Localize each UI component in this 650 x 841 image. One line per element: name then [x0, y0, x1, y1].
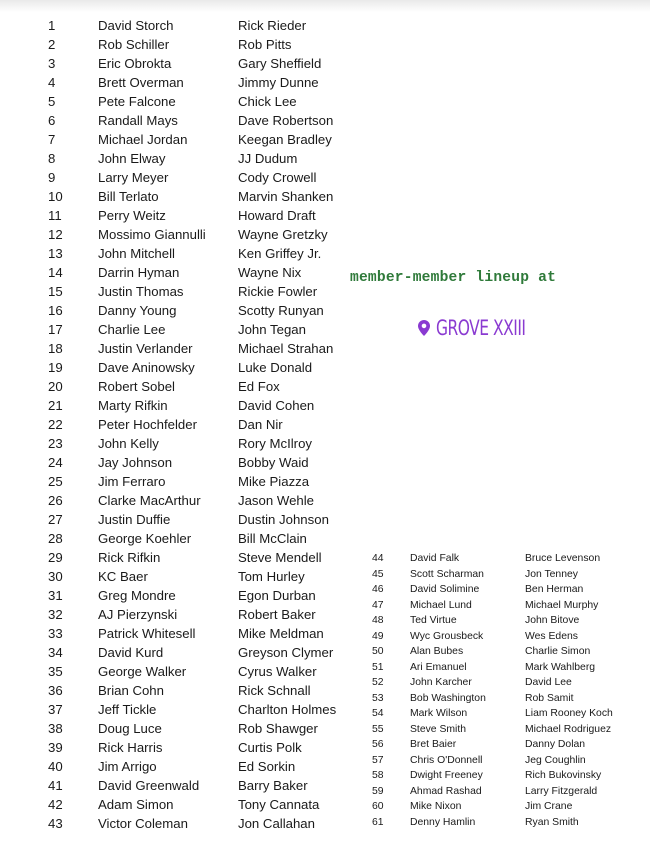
- member-name: Darrin Hyman: [98, 265, 180, 280]
- member-name: Larry Meyer: [98, 170, 169, 185]
- pairing-number: 27: [48, 512, 63, 527]
- partner-name: Michael Strahan: [238, 341, 334, 356]
- pairing-number: 28: [48, 531, 63, 546]
- partner-name: Jon Tenney: [525, 568, 578, 580]
- partner-name: Chick Lee: [238, 94, 297, 109]
- pairing-number: 14: [48, 265, 63, 280]
- lineup-row: [48, 434, 358, 453]
- member-name: Brian Cohn: [98, 683, 164, 698]
- member-name: Adam Simon: [98, 797, 174, 812]
- pairing-number: 11: [48, 208, 62, 223]
- member-name: Jim Arrigo: [98, 759, 157, 774]
- pairing-number: 48: [372, 615, 384, 626]
- partner-name: Ryan Smith: [525, 816, 579, 828]
- pairing-number: 16: [48, 303, 63, 318]
- partner-name: Gary Sheffield: [238, 56, 322, 71]
- lineup-row: [48, 282, 358, 301]
- pairing-number: 36: [48, 683, 63, 698]
- partner-name: Rob Samit: [525, 692, 574, 704]
- partner-name: Jim Crane: [525, 801, 573, 812]
- member-name: Marty Rifkin: [98, 398, 168, 413]
- member-name: Mark Wilson: [410, 708, 468, 719]
- partner-name: John Tegan: [238, 322, 306, 337]
- partner-name: Wes Edens: [525, 630, 578, 642]
- member-name: Greg Mondre: [98, 588, 176, 603]
- lineup-list-right: [372, 551, 642, 830]
- lineup-row: [48, 187, 358, 206]
- partner-name: Wayne Nix: [238, 265, 302, 280]
- lineup-row: [48, 206, 358, 225]
- lineup-row: [372, 722, 642, 738]
- member-name: David Solimine: [410, 584, 480, 595]
- pairing-number: 30: [48, 569, 63, 584]
- partner-name: Tony Cannata: [238, 797, 320, 812]
- partner-name: John Bitove: [525, 615, 580, 626]
- lineup-row: [48, 54, 358, 73]
- lineup-row: [48, 681, 358, 700]
- member-name: Ari Emanuel: [410, 661, 467, 673]
- lineup-row: [48, 16, 358, 35]
- member-name: Justin Verlander: [98, 341, 193, 356]
- member-name: KC Baer: [98, 569, 148, 584]
- partner-name: Charlie Simon: [525, 646, 591, 657]
- partner-name: Keegan Bradley: [238, 132, 332, 147]
- member-name: Justin Duffie: [98, 512, 171, 527]
- member-name: Mossimo Giannulli: [98, 227, 206, 242]
- member-name: David Kurd: [98, 645, 164, 660]
- lineup-row: [48, 244, 358, 263]
- lineup-row: [48, 149, 358, 168]
- partner-name: Tom Hurley: [238, 569, 305, 584]
- member-name: Jeff Tickle: [98, 702, 157, 717]
- partner-name: Charlton Holmes: [238, 702, 337, 717]
- pairing-number: 17: [48, 322, 63, 337]
- member-name: Dave Aninowsky: [98, 360, 195, 375]
- member-name: Michael Jordan: [98, 132, 188, 147]
- member-name: Patrick Whitesell: [98, 626, 196, 641]
- pairing-number: 43: [48, 816, 63, 831]
- lineup-row: [372, 660, 642, 676]
- pairing-number: 54: [372, 708, 384, 719]
- member-name: John Elway: [98, 151, 166, 166]
- lineup-row: [48, 776, 358, 795]
- lineup-row: [48, 510, 358, 529]
- partner-name: Howard Draft: [238, 208, 316, 223]
- partner-name: Rick Rieder: [238, 18, 307, 33]
- pairing-number: 31: [48, 588, 63, 603]
- pairing-number: 60: [372, 801, 384, 812]
- partner-name: Mike Piazza: [238, 474, 310, 489]
- lineup-row: [48, 168, 358, 187]
- pairing-number: 2: [48, 37, 56, 52]
- pairing-number: 45: [372, 568, 384, 580]
- lineup-row: [372, 613, 642, 629]
- partner-name: Cody Crowell: [238, 170, 317, 185]
- lineup-row: [48, 567, 358, 586]
- lineup-row: [372, 582, 642, 598]
- partner-name: Bruce Levenson: [525, 553, 601, 564]
- pairing-number: 35: [48, 664, 63, 679]
- pairing-number: 4: [48, 75, 56, 90]
- partner-name: Larry Fitzgerald: [525, 785, 598, 797]
- partner-name: Mark Wahlberg: [525, 661, 596, 673]
- partner-name: Liam Rooney Koch: [525, 708, 613, 719]
- partner-name: Steve Mendell: [238, 550, 322, 565]
- partner-name: Cyrus Walker: [238, 664, 317, 679]
- pairing-number: 38: [48, 721, 63, 736]
- location-tag[interactable]: [418, 314, 545, 342]
- lineup-row: [48, 472, 358, 491]
- partner-name: Michael Murphy: [525, 599, 599, 611]
- partner-name: Wayne Gretzky: [238, 227, 328, 242]
- member-name: Scott Scharman: [410, 568, 484, 580]
- member-name: Chris O'Donnell: [410, 754, 483, 766]
- pairing-number: 61: [372, 816, 384, 828]
- member-name: Alan Bubes: [410, 646, 464, 657]
- partner-name: JJ Dudum: [238, 151, 298, 166]
- lineup-row: [48, 396, 358, 415]
- pairing-number: 40: [48, 759, 63, 774]
- pairing-number: 1: [48, 18, 56, 33]
- lineup-row: [372, 815, 642, 831]
- pairing-number: 3: [48, 56, 56, 71]
- pairing-number: 24: [48, 455, 63, 470]
- lineup-row: [48, 662, 358, 681]
- partner-name: Scotty Runyan: [238, 303, 324, 318]
- pairing-number: 23: [48, 436, 63, 451]
- pairing-number: 8: [48, 151, 56, 166]
- member-name: George Koehler: [98, 531, 192, 546]
- pairing-number: 57: [372, 754, 384, 766]
- pairing-number: 29: [48, 550, 63, 565]
- partner-name: Ken Griffey Jr.: [238, 246, 322, 261]
- lineup-row: [48, 377, 358, 396]
- location-pin-icon: [418, 320, 430, 336]
- pairing-number: 12: [48, 227, 63, 242]
- member-name: Pete Falcone: [98, 94, 176, 109]
- lineup-row: [48, 339, 358, 358]
- pairing-number: 37: [48, 702, 63, 717]
- pairing-number: 5: [48, 94, 56, 109]
- lineup-row: [48, 586, 358, 605]
- pairing-number: 56: [372, 739, 384, 750]
- lineup-row: [372, 644, 642, 660]
- pairing-number: 44: [372, 553, 384, 564]
- lineup-row: [372, 753, 642, 769]
- partner-name: Bobby Waid: [238, 455, 309, 470]
- lineup-row: [48, 453, 358, 472]
- pairing-number: 20: [48, 379, 63, 394]
- lineup-row: [372, 691, 642, 707]
- pairing-number: 33: [48, 626, 63, 641]
- partner-name: Dan Nir: [238, 417, 283, 432]
- pairing-number: 34: [48, 645, 63, 660]
- member-name: Peter Hochfelder: [98, 417, 197, 432]
- pairing-number: 51: [372, 661, 384, 673]
- member-name: Denny Hamlin: [410, 816, 476, 828]
- member-name: Doug Luce: [98, 721, 162, 736]
- member-name: Steve Smith: [410, 723, 467, 735]
- pairing-number: 55: [372, 723, 384, 735]
- pairing-number: 15: [48, 284, 63, 299]
- pairing-number: 26: [48, 493, 63, 508]
- lineup-row: [48, 320, 358, 339]
- lineup-row: [48, 491, 358, 510]
- lineup-row: [372, 629, 642, 645]
- lineup-row: [372, 706, 642, 722]
- lineup-row: [48, 73, 358, 92]
- pairing-number: 41: [48, 778, 63, 793]
- lineup-row: [48, 643, 358, 662]
- lineup-row: [372, 737, 642, 753]
- pairing-number: 19: [48, 360, 63, 375]
- partner-name: Danny Dolan: [525, 739, 586, 750]
- pairing-number: 32: [48, 607, 63, 622]
- partner-name: Rich Bukovinsky: [525, 770, 602, 781]
- member-name: Rick Harris: [98, 740, 163, 755]
- partner-name: Dustin Johnson: [238, 512, 329, 527]
- member-name: Perry Weitz: [98, 208, 166, 223]
- member-name: Ted Virtue: [410, 615, 457, 626]
- partner-name: Rory McIlroy: [238, 436, 312, 451]
- pairing-number: 58: [372, 770, 384, 781]
- pairing-number: 42: [48, 797, 63, 812]
- lineup-row: [372, 768, 642, 784]
- top-edge: [0, 0, 650, 12]
- partner-name: Jeg Coughlin: [525, 754, 586, 766]
- lineup-row: [372, 784, 642, 800]
- pairing-number: 52: [372, 677, 384, 688]
- lineup-row: [48, 624, 358, 643]
- partner-name: Egon Durban: [238, 588, 316, 603]
- member-name: Rick Rifkin: [98, 550, 161, 565]
- lineup-row: [372, 551, 642, 567]
- member-name: Justin Thomas: [98, 284, 184, 299]
- partner-name: Rob Pitts: [238, 37, 292, 52]
- pairing-number: 9: [48, 170, 56, 185]
- partner-name: Rick Schnall: [238, 683, 311, 698]
- partner-name: Marvin Shanken: [238, 189, 334, 204]
- pairing-number: 53: [372, 692, 384, 704]
- pairing-number: 25: [48, 474, 63, 489]
- lineup-row: [48, 130, 358, 149]
- lineup-row: [48, 757, 358, 776]
- member-name: Mike Nixon: [410, 801, 462, 812]
- lineup-row: [48, 814, 358, 833]
- pairing-number: 13: [48, 246, 63, 261]
- lineup-list-left: [48, 16, 358, 833]
- partner-name: Greyson Clymer: [238, 645, 334, 660]
- lineup-row: [48, 92, 358, 111]
- lineup-row: [48, 358, 358, 377]
- lineup-row: [48, 719, 358, 738]
- lineup-row: [48, 263, 358, 282]
- member-name: Jay Johnson: [98, 455, 173, 470]
- partner-name: Michael Rodriguez: [525, 723, 612, 735]
- member-name: Rob Schiller: [98, 37, 170, 52]
- member-name: George Walker: [98, 664, 187, 679]
- partner-name: Jon Callahan: [238, 816, 315, 831]
- lineup-row: [48, 35, 358, 54]
- pairing-number: 59: [372, 785, 384, 797]
- member-name: Jim Ferraro: [98, 474, 166, 489]
- member-name: Danny Young: [98, 303, 177, 318]
- partner-name: Ben Herman: [525, 584, 584, 595]
- pairing-number: 39: [48, 740, 63, 755]
- partner-name: Dave Robertson: [238, 113, 334, 128]
- partner-name: Mike Meldman: [238, 626, 324, 641]
- partner-name: Jason Wehle: [238, 493, 314, 508]
- partner-name: David Lee: [525, 677, 572, 688]
- lineup-row: [48, 225, 358, 244]
- lineup-row: [48, 605, 358, 624]
- member-name: Bill Terlato: [98, 189, 159, 204]
- member-name: Clarke MacArthur: [98, 493, 201, 508]
- member-name: Randall Mays: [98, 113, 178, 128]
- member-name: Michael Lund: [410, 599, 472, 611]
- member-name: Bret Baier: [410, 739, 457, 750]
- pairing-number: 21: [48, 398, 63, 413]
- partner-name: Rickie Fowler: [238, 284, 318, 299]
- member-name: David Storch: [98, 18, 174, 33]
- pairing-number: 10: [48, 189, 63, 204]
- pairing-number: 47: [372, 599, 384, 611]
- lineup-row: [48, 700, 358, 719]
- pairing-number: 7: [48, 132, 56, 147]
- location-label: GROVE XXIII: [436, 316, 526, 340]
- pairing-number: 6: [48, 113, 56, 128]
- member-name: John Mitchell: [98, 246, 175, 261]
- member-name: Eric Obrokta: [98, 56, 172, 71]
- member-name: John Karcher: [410, 677, 472, 688]
- member-name: Ahmad Rashad: [410, 785, 482, 797]
- lineup-row: [372, 567, 642, 583]
- pairing-number: 49: [372, 630, 384, 642]
- member-name: John Kelly: [98, 436, 159, 451]
- partner-name: Luke Donald: [238, 360, 313, 375]
- partner-name: Jimmy Dunne: [238, 75, 319, 90]
- lineup-row: [48, 415, 358, 434]
- member-name: Dwight Freeney: [410, 770, 483, 781]
- lineup-row: [372, 675, 642, 691]
- member-name: Charlie Lee: [98, 322, 166, 337]
- lineup-caption: member-member lineup at: [350, 270, 557, 286]
- lineup-row: [48, 548, 358, 567]
- partner-name: Robert Baker: [238, 607, 316, 622]
- member-name: David Falk: [410, 553, 460, 564]
- partner-name: Curtis Polk: [238, 740, 302, 755]
- pairing-number: 18: [48, 341, 63, 356]
- partner-name: Bill McClain: [238, 531, 307, 546]
- member-name: Wyc Grousbeck: [410, 630, 484, 642]
- member-name: Victor Coleman: [98, 816, 188, 831]
- partner-name: David Cohen: [238, 398, 315, 413]
- lineup-row: [48, 738, 358, 757]
- partner-name: Barry Baker: [238, 778, 308, 793]
- lineup-row: [48, 111, 358, 130]
- pairing-number: 50: [372, 646, 384, 657]
- lineup-row: [48, 529, 358, 548]
- lineup-row: [48, 301, 358, 320]
- member-name: David Greenwald: [98, 778, 200, 793]
- member-name: Brett Overman: [98, 75, 184, 90]
- member-name: Robert Sobel: [98, 379, 175, 394]
- partner-name: Rob Shawger: [238, 721, 318, 736]
- partner-name: Ed Fox: [238, 379, 280, 394]
- partner-name: Ed Sorkin: [238, 759, 296, 774]
- pairing-number: 22: [48, 417, 63, 432]
- lineup-row: [372, 598, 642, 614]
- member-name: Bob Washington: [410, 692, 486, 704]
- pairing-number: 46: [372, 584, 384, 595]
- member-name: AJ Pierzynski: [98, 607, 178, 622]
- lineup-row: [48, 795, 358, 814]
- lineup-row: [372, 799, 642, 815]
